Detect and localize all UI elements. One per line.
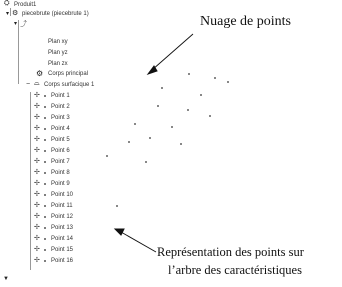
tree-caption-line1: Représentation des points sur [157, 245, 304, 259]
cloud-point [149, 137, 151, 139]
cloud-point [161, 87, 163, 89]
pin-icon: ✢ [34, 235, 40, 242]
cloud-point [106, 155, 108, 157]
cloud-point [145, 161, 147, 163]
pin-icon: ✢ [34, 191, 40, 198]
product-icon: ⛭ [4, 0, 10, 7]
scroll-down-icon[interactable]: ▼ [3, 276, 9, 282]
tree-node-plane-yz[interactable]: Plan yz [48, 50, 68, 56]
pin-icon: ✢ [34, 114, 40, 121]
pin-icon: ✢ [34, 257, 40, 264]
feature-tree: ⛭ Produit1 ▾ ⚙ piecebrute (piecebrute 1) ▾ ⤴ Plan xy Plan yz Plan zx ⚙ Corps principal − ⌓ Corps surfacique 1 ✢ Point 1 ✢ Point 2 ✢ Point 3 ✢ Point 4 ✢ Point 5 ✢ Point 6 ✢ Point 7 ✢ Point 8 ✢ Point 9 ✢ Point 10 ✢ Point 11 ✢ Point 12 ✢ Point 13 ✢ Point 14 ✢ Point 15 ✢ Point 16 ▼ [3, 0, 95, 282]
tree-node-plane-zx[interactable]: Plan zx [48, 61, 68, 67]
tree-node-part[interactable]: piecebrute (piecebrute 1) [22, 11, 89, 17]
pin-icon: ✢ [34, 213, 40, 220]
cloud-point [157, 105, 159, 107]
pin-icon: ✢ [34, 125, 40, 132]
cloud-point [200, 94, 202, 96]
pin-icon: ✢ [34, 169, 40, 176]
pin-icon: ✢ [34, 246, 40, 253]
arrow-tree [115, 229, 156, 252]
tree-node-plane-xy[interactable]: Plan xy [48, 39, 68, 45]
arrow-cloud [148, 34, 193, 74]
cloud-point [188, 73, 190, 75]
cloud-point [209, 115, 211, 117]
cloud-point [128, 141, 130, 143]
tree-node-root[interactable]: Produit1 [14, 2, 37, 8]
collapse-icon[interactable]: − [26, 81, 31, 88]
cloud-point [227, 81, 229, 83]
cloud-label: Nuage de points [200, 14, 291, 29]
surface-body-icon: ⌓ [34, 80, 40, 87]
expand-icon[interactable]: ▾ [14, 21, 18, 27]
pin-icon: ✢ [34, 202, 40, 209]
cloud-point [171, 126, 173, 128]
pin-icon: ✢ [34, 92, 40, 99]
cloud-point [187, 109, 189, 111]
pin-icon: ✢ [34, 136, 40, 143]
tree-node-surface-body[interactable]: Corps surfacique 1 [44, 82, 95, 88]
pin-icon: ✢ [34, 180, 40, 187]
part-icon: ⚙ [12, 10, 19, 17]
pin-icon: ✢ [34, 224, 40, 231]
expand-icon[interactable]: ▾ [6, 11, 10, 17]
axis-system-icon: ⤴ [20, 21, 27, 28]
point-cloud [106, 73, 229, 207]
cloud-point [214, 77, 216, 79]
tree-node-main-body[interactable]: Corps principal [48, 71, 89, 77]
pin-icon: ✢ [34, 103, 40, 110]
pin-icon: ✢ [34, 158, 40, 165]
pin-icon: ✢ [34, 147, 40, 154]
tree-caption-line2: l’arbre des caractéristiques [168, 263, 302, 277]
cloud-point [116, 205, 118, 207]
gear-icon: ⚙ [36, 69, 44, 78]
cloud-point [180, 143, 182, 145]
cloud-point [134, 123, 136, 125]
